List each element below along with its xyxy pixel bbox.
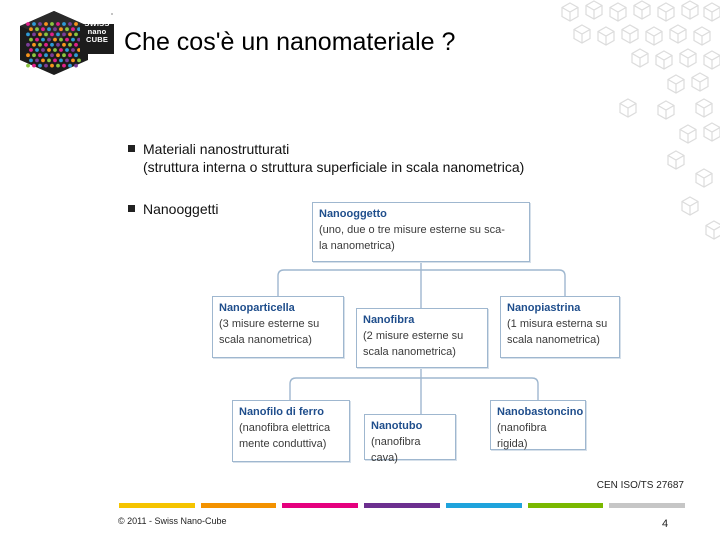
bullet-text: Nanooggetti — [143, 201, 219, 217]
swiss-nano-cube-logo — [18, 10, 116, 76]
bullet-square-icon — [128, 205, 135, 212]
node-description: la nanometrica) — [319, 240, 395, 252]
node-description: scala nanometrica) — [363, 346, 456, 358]
node-heading: Nanofilo di ferro — [239, 406, 324, 418]
footer-color-segment — [201, 503, 277, 508]
node-description: (nanofibra cava) — [371, 436, 421, 464]
node-heading: Nanofibra — [363, 314, 415, 326]
footer-color-segment — [282, 503, 358, 508]
logo-word-cube: CUBE — [85, 35, 109, 44]
node-description: (uno, due o tre misure esterne su sca- — [319, 224, 505, 236]
logo-word-nano: nano — [87, 27, 107, 36]
logo-word-swiss: SWISS — [84, 19, 110, 28]
node-heading: Nanotubo — [371, 420, 423, 432]
node-description: (3 misure esterne su — [219, 318, 320, 330]
footer-color-segment — [528, 503, 604, 508]
bullet-item — [128, 140, 588, 180]
footer-color-segment — [364, 503, 440, 508]
footer-copyright: © 2011 - Swiss Nano-Cube — [118, 516, 227, 526]
node-description: (nanofibra rigida) — [497, 422, 547, 450]
node-description: (1 misura esterna su — [507, 318, 608, 330]
node-nanotubo — [364, 414, 456, 464]
bullet-square-icon — [128, 145, 135, 152]
bullet-text — [143, 140, 524, 176]
node-description: (nanofibra elettrica — [239, 422, 331, 434]
node-heading: Nanoparticella — [219, 302, 295, 314]
footer-color-segment — [446, 503, 522, 508]
node-nanoparticella — [212, 296, 344, 358]
node-description: scala nanometrica) — [507, 334, 600, 346]
bullet-line: (struttura interna o struttura superficiale in scala nanometrica) — [143, 159, 525, 175]
node-nanopiastrina — [500, 296, 620, 358]
node-nanofibra — [356, 308, 488, 368]
node-heading: Nanooggetto — [319, 208, 387, 220]
node-heading: Nanopiastrina — [507, 302, 581, 314]
logo-wordmark — [80, 20, 114, 44]
node-heading: Nanobastoncino — [497, 406, 584, 418]
node-nanobastoncino — [490, 400, 586, 450]
node-description: scala nanometrica) — [219, 334, 312, 346]
footer-color-bar — [116, 503, 688, 508]
footer-color-segment — [119, 503, 195, 508]
slide-title: Che cos'è un nanomateriale ? — [124, 28, 456, 56]
node-description: (2 misure esterne su — [363, 330, 464, 342]
source-citation: CEN ISO/TS 27687 — [596, 480, 684, 491]
nanoobject-hierarchy-diagram — [200, 198, 705, 488]
node-nanofilo-di-ferro — [232, 400, 350, 462]
bullet-line: Materiali nanostrutturati — [143, 141, 290, 157]
footer-color-segment — [609, 503, 685, 508]
page-number: 4 — [662, 518, 669, 530]
node-description: mente conduttiva) — [239, 438, 327, 450]
node-nanooggetto — [312, 202, 530, 262]
